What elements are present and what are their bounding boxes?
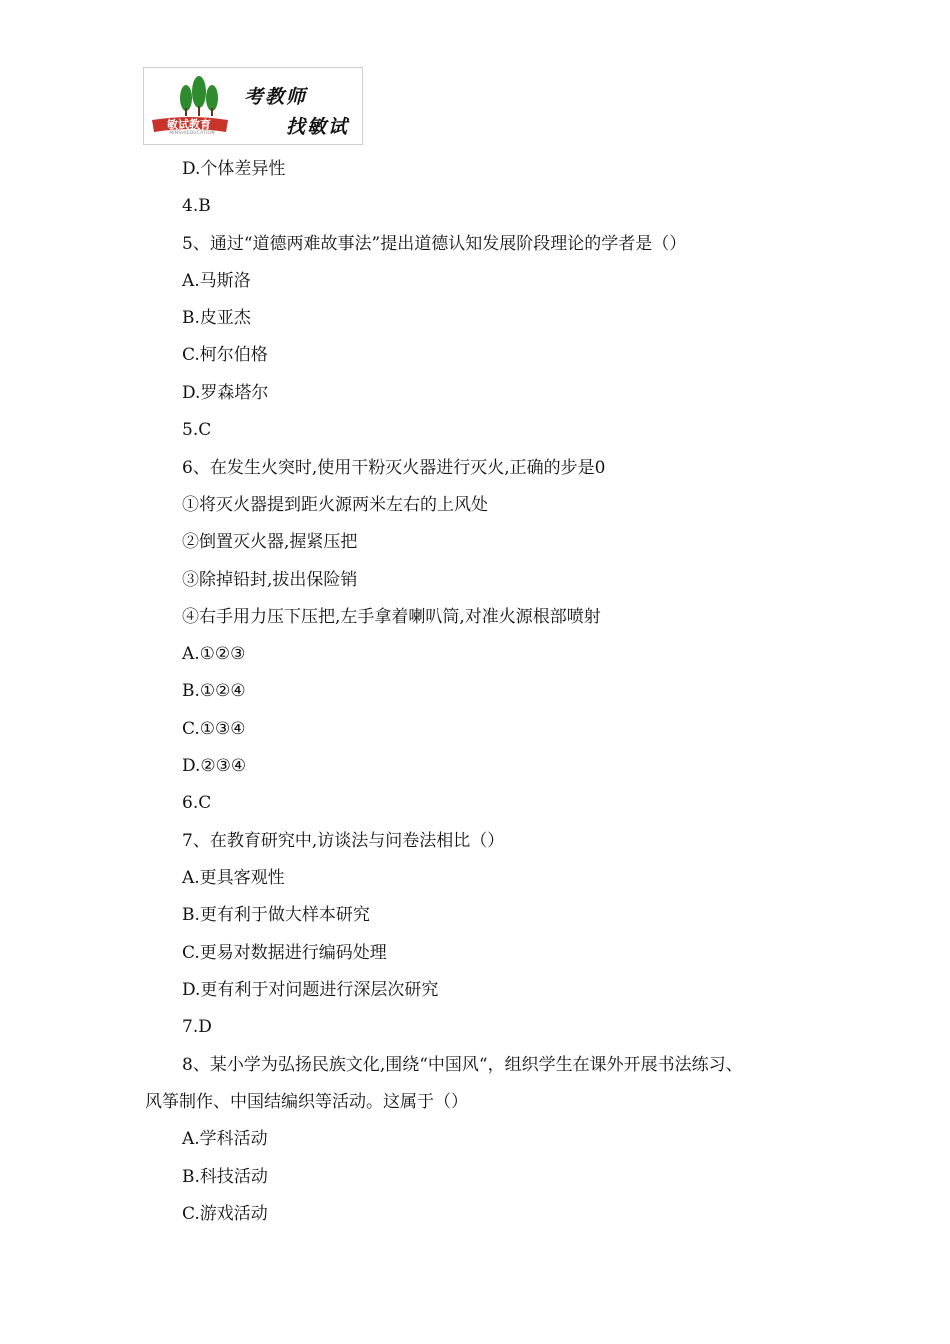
answer-q7: 7.D: [182, 1017, 212, 1037]
option-c-q8: C.游戏活动: [182, 1204, 268, 1224]
option-d-q6: D.②③④: [182, 756, 247, 776]
option-b-q8: B.科技活动: [182, 1167, 268, 1187]
question-7: 7、在教育研究中,访谈法与问卷法相比（）: [182, 831, 505, 851]
answer-q4: 4.B: [182, 196, 211, 216]
option-d-q4: D.个体差异性: [182, 159, 286, 179]
step-1-q6: ①将灭火器提到距火源两米左右的上风处: [182, 495, 488, 515]
option-d-q7: D.更有利于对问题进行深层次研究: [182, 980, 439, 1000]
option-b-q7: B.更有利于做大样本研究: [182, 905, 370, 925]
step-3-q6: ③除掉铅封,拔出保险销: [182, 570, 358, 590]
option-c-q5: C.柯尔伯格: [182, 345, 268, 365]
option-a-q7: A.更具客观性: [182, 868, 285, 888]
logo-slogan-line1: 考教师: [244, 86, 308, 108]
logo: [143, 67, 363, 145]
question-6: 6、在发生火突时,使用干粉灭火器进行灭火,正确的步是0: [182, 458, 606, 478]
trees-icon: [174, 74, 224, 118]
question-8-continued: 风筝制作、中国结编织等活动。这属于（）: [145, 1092, 468, 1112]
answer-q5: 5.C: [182, 420, 212, 440]
logo-slogan-line2: 找敏试: [286, 116, 350, 138]
option-b-q5: B.皮亚杰: [182, 308, 251, 328]
step-2-q6: ②倒置灭火器,握紧压把: [182, 532, 358, 552]
option-a-q8: A.学科活动: [182, 1129, 268, 1149]
option-a-q6: A.①②③: [182, 644, 246, 664]
step-4-q6: ④右手用力压下压把,左手拿着喇叭筒,对准火源根部喷射: [182, 607, 601, 627]
question-5: 5、通过“道德两难故事法”提出道德认知发展阶段理论的学者是（）: [182, 234, 687, 254]
option-a-q5: A.马斯洛: [182, 271, 251, 291]
question-8: 8、某小学为弘扬民族文化,围绕“中国风“，组织学生在课外开展书法练习、: [182, 1055, 743, 1075]
logo-brand: 敏试教育: [167, 118, 211, 131]
logo-brand-en: MINSHIEDUCATION: [169, 131, 215, 136]
option-c-q7: C.更易对数据进行编码处理: [182, 943, 387, 963]
answer-q6: 6.C: [182, 793, 212, 813]
option-b-q6: B.①②④: [182, 681, 246, 701]
option-d-q5: D.罗森塔尔: [182, 383, 269, 403]
option-c-q6: C.①③④: [182, 719, 246, 739]
